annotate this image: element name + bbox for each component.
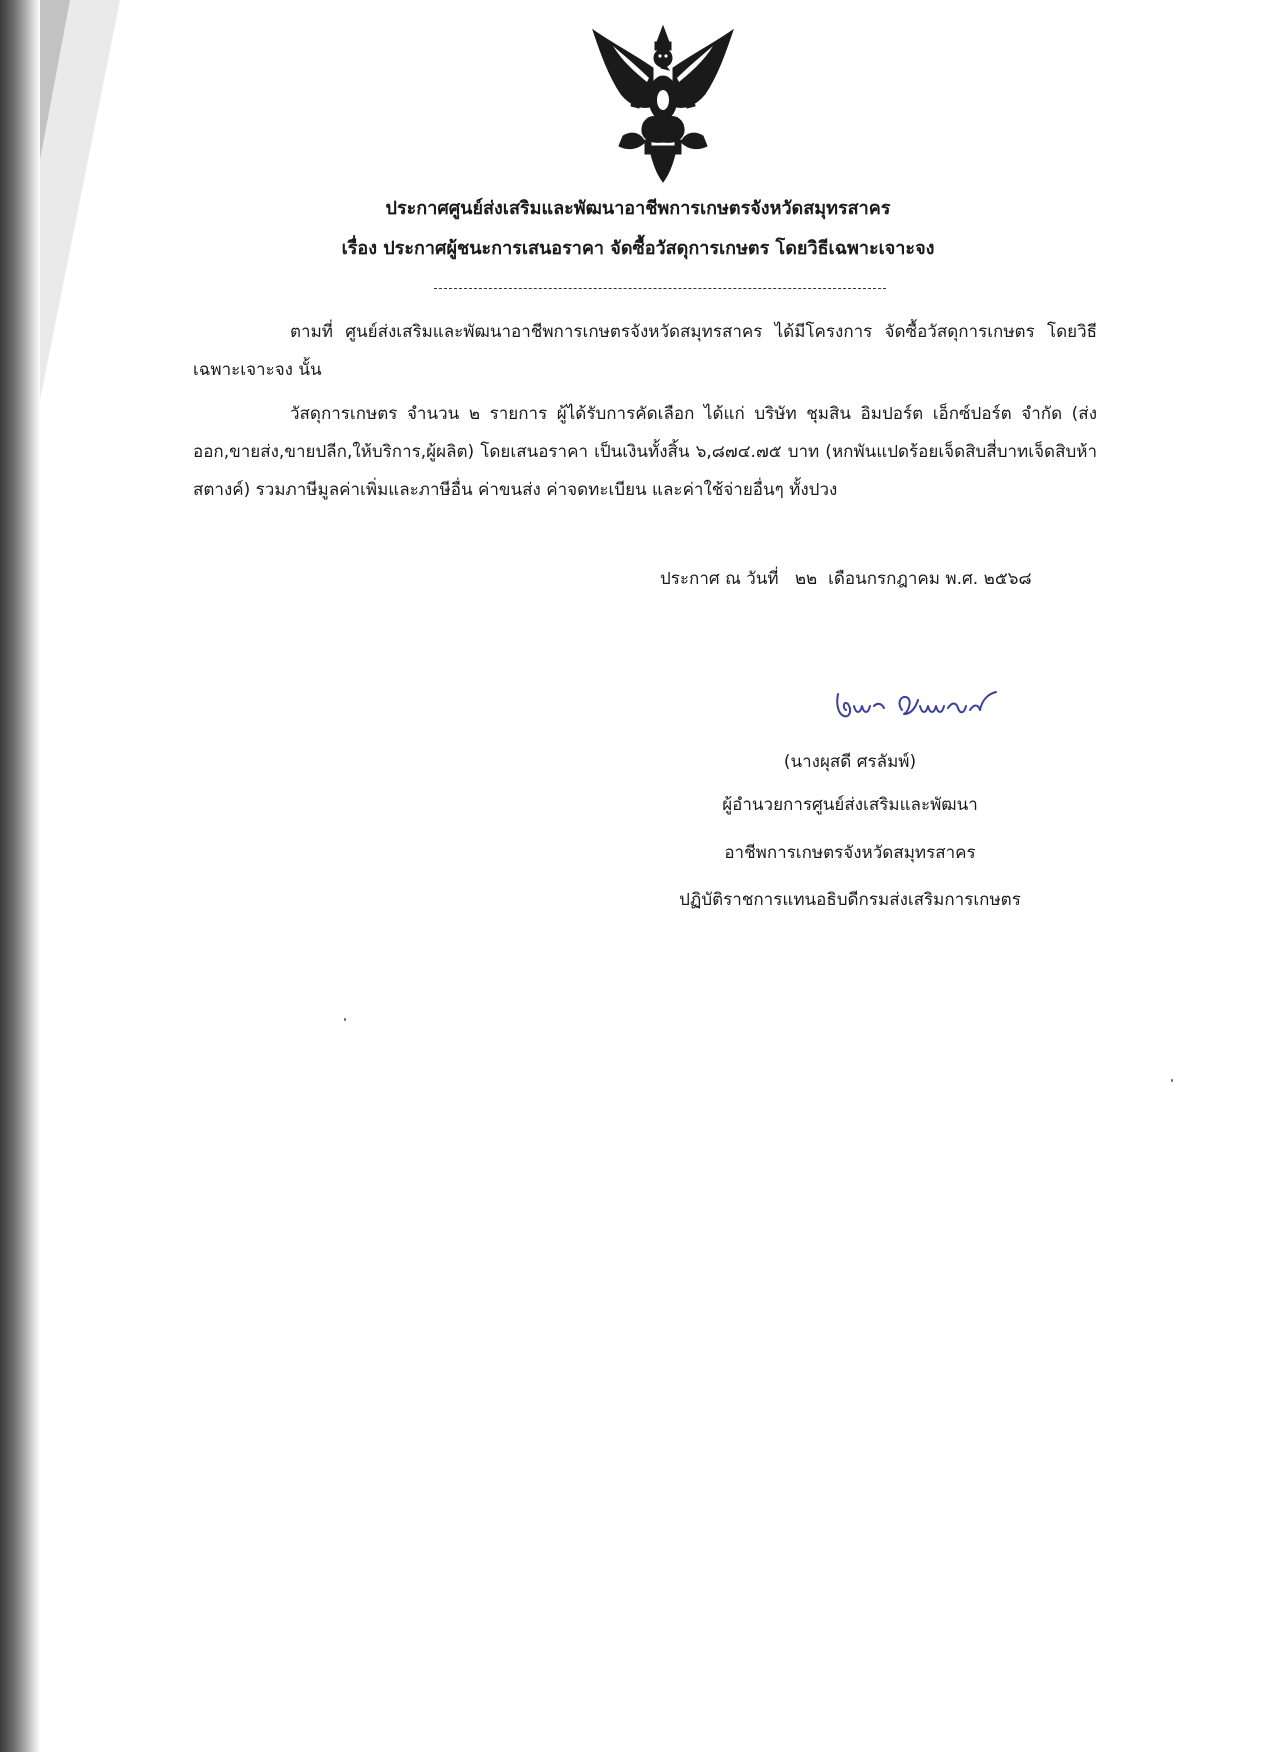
scan-shadow-edge xyxy=(0,0,40,1752)
announcement-date: ประกาศ ณ วันที่ ๒๒ เดือนกรกฎาคม พ.ศ. ๒๕๖๘ xyxy=(660,569,1032,589)
signatory-name: (นางผุสดี ศรลัมพ์) xyxy=(783,752,917,772)
signatory-position-1: ผู้อำนวยการศูนย์ส่งเสริมและพัฒนา xyxy=(722,795,978,815)
divider xyxy=(434,288,886,289)
scan-speck xyxy=(1171,1079,1173,1082)
announcement-title: ประกาศศูนย์ส่งเสริมและพัฒนาอาชีพการเกษตรจังหวัดสมุทรสาคร xyxy=(385,198,891,219)
garuda-emblem-icon xyxy=(583,24,743,184)
signatory-position-3: ปฏิบัติราชการแทนอธิบดีกรมส่งเสริมการเกษตร xyxy=(679,890,1021,910)
body-paragraph-2: วัสดุการเกษตร จำนวน ๒ รายการ ผู้ได้รับการคัดเลือก ได้แก่ บริษัท ชุมสิน อิมปอร์ต เอ็กซ์ปอร์ต จำกัด (ส่งออก,ขายส่ง,ขายปลีก,ให้บริการ,ผู้ผลิต) โดยเสนอราคา เป็นเงินทั้งสิ้น ๖,๘๗๔.๗๕ บาท (หกพันแปดร้อยเจ็ดสิบสี่บาทเจ็ดสิบห้าสตางค์) รวมภาษีมูลค่าเพิ่มและภาษีอื่น ค่าขนส่ง ค่าจดทะเบียน และค่าใช้จ่ายอื่นๆ ทั้งปวง xyxy=(193,404,1097,500)
scan-speck xyxy=(344,1018,346,1021)
body-paragraph-1: ตามที่ ศูนย์ส่งเสริมและพัฒนาอาชีพการเกษตรจังหวัดสมุทรสาคร ได้มีโครงการ จัดซื้อวัสดุการเกษตร โดยวิธีเฉพาะเจาะจง นั้น xyxy=(193,322,1097,380)
signatory-position-2: อาชีพการเกษตรจังหวัดสมุทรสาคร xyxy=(724,843,976,863)
announcement-subject: เรื่อง ประกาศผู้ชนะการเสนอราคา จัดซื้อวัสดุการเกษตร โดยวิธีเฉพาะเจาะจง xyxy=(341,238,935,259)
handwritten-signature xyxy=(832,680,1022,728)
